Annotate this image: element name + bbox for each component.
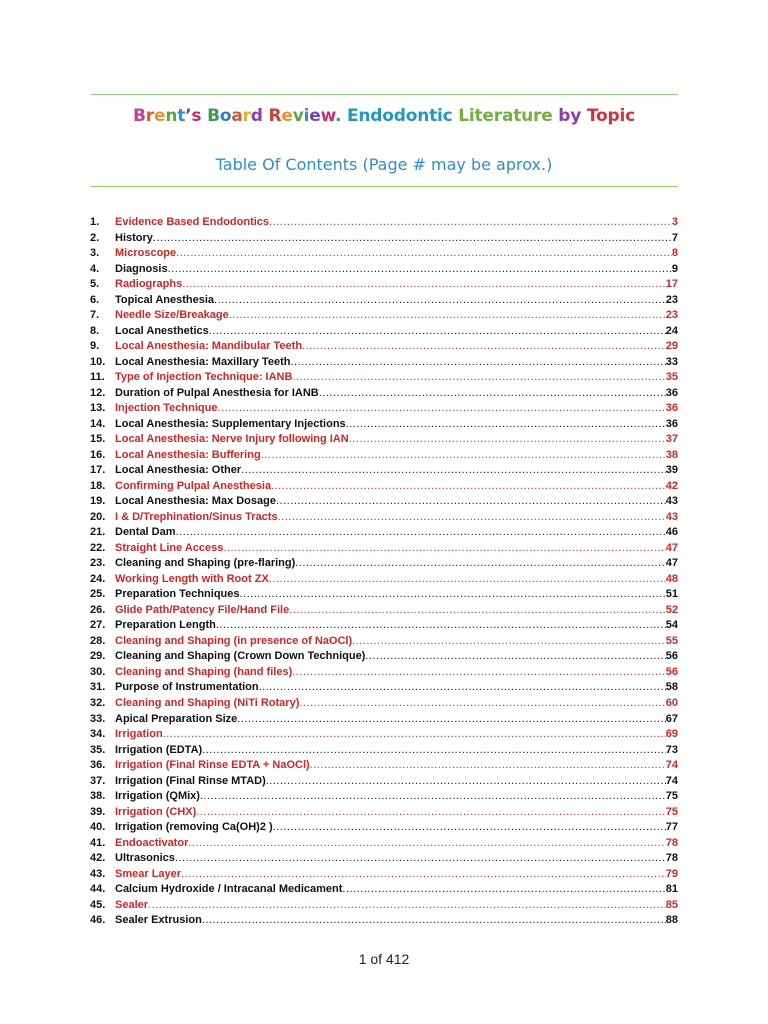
toc-leader-dots — [168, 262, 672, 278]
toc-leader-dots — [292, 370, 665, 386]
title-segment: a — [231, 106, 243, 126]
toc-entry[interactable] — [90, 696, 678, 712]
toc-entry-title: Irrigation (Final Rinse MTAD) — [115, 774, 266, 787]
toc-entry[interactable] — [90, 448, 678, 464]
toc-entry[interactable] — [90, 339, 678, 355]
title-segment: i — [303, 106, 310, 126]
toc-entry-number: 25. — [90, 588, 106, 601]
toc-entry-title: Calcium Hydroxide / Intracanal Medicament — [115, 883, 343, 896]
toc-leader-dots — [202, 913, 666, 929]
toc-leader-dots — [269, 572, 666, 588]
toc-entry-title: Cleaning and Shaping (NiTi Rotary) — [115, 696, 300, 709]
toc-entry-page: 36 — [665, 402, 678, 415]
toc-entry-number: 43. — [90, 867, 106, 880]
toc-leader-dots — [271, 479, 666, 495]
toc-entry-title: Local Anesthesia: Mandibular Teeth — [115, 340, 303, 353]
toc-entry-number: 1. — [90, 216, 100, 228]
toc-entry[interactable] — [90, 867, 678, 883]
title-segment: ’ — [185, 106, 192, 126]
toc-leader-dots — [237, 712, 665, 728]
toc-entry-page: 78 — [665, 836, 678, 849]
toc-entry[interactable] — [90, 649, 678, 665]
toc-leader-dots — [240, 587, 666, 603]
toc-leader-dots — [188, 836, 665, 852]
toc-entry-title: Injection Technique — [115, 402, 218, 415]
toc-entry[interactable] — [90, 805, 678, 821]
toc-entry-page: 56 — [665, 665, 678, 678]
toc-leader-dots — [276, 494, 666, 510]
toc-entry-number: 37. — [90, 774, 106, 787]
toc-entry-page: 51 — [665, 588, 678, 601]
toc-entry[interactable] — [90, 262, 678, 278]
toc-entry-title: I & D/Trephination/Sinus Tracts — [115, 510, 278, 523]
toc-entry-title: Apical Preparation Size — [115, 712, 238, 725]
toc-entry-page: 47 — [665, 557, 678, 570]
toc-entry[interactable] — [90, 417, 678, 433]
toc-entry-title: Preparation Techniques — [115, 588, 240, 601]
toc-entry-number: 7. — [90, 309, 100, 322]
toc-entry-number: 45. — [90, 898, 106, 911]
toc-entry-number: 6. — [90, 293, 100, 306]
toc-entry-number: 3. — [90, 247, 100, 260]
toc-entry-title: Evidence Based Endodontics — [115, 216, 270, 228]
toc-entry-page: 33 — [665, 355, 678, 368]
title-segment: B — [207, 106, 220, 126]
toc-entry-number: 27. — [90, 619, 106, 632]
title-segment: r — [242, 106, 251, 126]
title-segment: by — [558, 106, 587, 126]
toc-entry[interactable] — [90, 727, 678, 743]
toc-entry[interactable] — [90, 479, 678, 495]
toc-entry-title: Local Anesthesia: Other — [115, 464, 242, 477]
toc-entry-title: Preparation Length — [115, 619, 216, 632]
toc-entry-title: Local Anesthesia: Max Dosage — [115, 495, 276, 508]
toc-entry-page: 23 — [665, 309, 678, 322]
toc-entry[interactable] — [90, 432, 678, 448]
toc-leader-dots — [273, 820, 666, 836]
toc-leader-dots — [148, 898, 666, 914]
toc-entry-title: Cleaning and Shaping (in presence of NaOCl) — [115, 634, 353, 647]
title-segment: . — [335, 106, 347, 126]
toc-leader-dots — [196, 805, 665, 821]
toc-entry[interactable] — [90, 634, 678, 650]
toc-entry-page: 38 — [665, 448, 678, 461]
toc-entry-number: 21. — [90, 526, 106, 539]
toc-entry-page: 43 — [665, 510, 678, 523]
toc-entry[interactable] — [90, 308, 678, 324]
toc-entry-title: Irrigation (removing Ca(OH)2 ) — [115, 821, 273, 834]
toc-entry[interactable] — [90, 215, 678, 231]
toc-entry-page: 60 — [665, 696, 678, 709]
toc-leader-dots — [365, 649, 665, 665]
toc-leader-dots — [269, 215, 672, 231]
toc-entry-page: 24 — [665, 324, 678, 337]
toc-entry-number: 34. — [90, 728, 106, 741]
toc-leader-dots — [342, 882, 665, 898]
toc-entry-number: 38. — [90, 790, 106, 803]
toc-entry-title: Endoactivator — [115, 836, 189, 849]
toc-entry-title: Irrigation (CHX) — [115, 805, 197, 818]
title-segment: R — [268, 106, 282, 126]
toc-entry-title: Sealer Extrusion — [115, 914, 202, 927]
toc-entry-number: 24. — [90, 572, 106, 585]
toc-entry-page: 36 — [665, 417, 678, 430]
toc-entry[interactable] — [90, 603, 678, 619]
toc-entry[interactable] — [90, 246, 678, 262]
toc-entry-page: 29 — [665, 340, 678, 353]
toc-entry-number: 40. — [90, 821, 106, 834]
title-segment: e — [281, 106, 293, 126]
toc-entry-page: 3 — [671, 216, 678, 228]
toc-entry-number: 8. — [90, 324, 100, 337]
toc-entry[interactable] — [90, 898, 678, 914]
toc-leader-dots — [200, 789, 666, 805]
toc-entry-number: 44. — [90, 883, 106, 896]
toc-leader-dots — [259, 680, 666, 696]
toc-leader-dots — [176, 246, 672, 262]
toc-entry-number: 23. — [90, 557, 106, 570]
toc-entry[interactable] — [90, 712, 678, 728]
title-segment: w — [320, 106, 335, 126]
toc-entry-page: 88 — [665, 914, 678, 927]
toc-entry[interactable] — [90, 463, 678, 479]
toc-entry-page: 73 — [665, 743, 678, 756]
toc-entry-title: Irrigation (QMix) — [115, 790, 200, 803]
toc-entry-page: 56 — [665, 650, 678, 663]
toc-leader-dots — [278, 510, 666, 526]
toc-entry-page: 7 — [671, 231, 678, 244]
toc-entry-number: 39. — [90, 805, 106, 818]
toc-entry-title: Local Anesthesia: Supplementary Injections — [115, 417, 346, 430]
toc-entry-title: Irrigation (EDTA) — [115, 743, 203, 756]
toc-entry-number: 16. — [90, 448, 106, 461]
toc-entry-page: 78 — [665, 852, 678, 865]
toc-leader-dots — [202, 743, 666, 759]
toc-entry[interactable] — [90, 820, 678, 836]
toc-entry[interactable] — [90, 324, 678, 340]
toc-entry-number: 35. — [90, 743, 106, 756]
toc-entry[interactable] — [90, 556, 678, 572]
toc-leader-dots — [176, 525, 666, 541]
title-segment: e — [153, 106, 166, 126]
toc-entry[interactable] — [90, 789, 678, 805]
toc-leader-dots — [352, 634, 666, 650]
toc-entry-page: 81 — [665, 883, 678, 896]
toc-entry-page: 36 — [665, 386, 678, 399]
toc-entry-page: 8 — [671, 247, 678, 260]
toc-entry-number: 36. — [90, 759, 106, 772]
toc-entry-title: Cleaning and Shaping (pre-flaring) — [115, 557, 296, 570]
toc-entry[interactable] — [90, 293, 678, 309]
toc-entry[interactable] — [90, 370, 678, 386]
toc-entry-number: 31. — [90, 681, 106, 694]
toc-leader-dots — [289, 603, 666, 619]
toc-entry-page: 17 — [665, 278, 678, 291]
toc-entry-title: Smear Layer — [115, 867, 182, 880]
toc-leader-dots — [241, 463, 666, 479]
toc-leader-dots — [182, 277, 666, 293]
toc-entry-title: Glide Path/Patency File/Hand File — [115, 603, 290, 616]
toc-entry-title: Local Anesthesia: Nerve Injury following IAN — [115, 433, 349, 446]
toc-entry-title: Local Anesthetics — [115, 324, 209, 337]
title-segment: s — [191, 106, 208, 126]
toc-entry-number: 15. — [90, 433, 106, 446]
toc-entry-number: 29. — [90, 650, 106, 663]
document-subtitle: Table Of Contents (Page # may be aprox.) — [215, 155, 553, 174]
toc-entry-page: 74 — [665, 759, 678, 772]
toc-entry-page: 37 — [665, 433, 678, 446]
toc-leader-dots — [346, 417, 666, 433]
toc-entry-number: 22. — [90, 541, 106, 554]
toc-leader-dots — [290, 355, 665, 371]
toc-entry-number: 26. — [90, 603, 106, 616]
toc-entry-page: 9 — [671, 262, 678, 275]
toc-entry-number: 30. — [90, 665, 106, 678]
toc-entry-page: 75 — [665, 790, 678, 803]
toc-entry-number: 13. — [90, 402, 106, 415]
toc-entry-number: 12. — [90, 386, 106, 399]
toc-entry-title: Local Anesthesia: Buffering — [115, 448, 261, 461]
toc-entry[interactable] — [90, 572, 678, 588]
toc-entry-number: 28. — [90, 634, 106, 647]
toc-entry-page: 69 — [665, 728, 678, 741]
toc-entry-title: Sealer — [115, 898, 149, 911]
toc-entry[interactable] — [90, 618, 678, 634]
toc-entry-page: 74 — [665, 774, 678, 787]
toc-entry-number: 42. — [90, 852, 106, 865]
toc-entry-title: Confirming Pulpal Anesthesia — [115, 479, 272, 492]
table-of-contents — [90, 215, 678, 929]
toc-entry-number: 41. — [90, 836, 106, 849]
toc-leader-dots — [261, 448, 666, 464]
title-segment: d — [250, 106, 269, 126]
toc-entry-number: 11. — [90, 371, 105, 384]
toc-entry-page: 43 — [665, 495, 678, 508]
toc-leader-dots — [216, 618, 666, 634]
toc-leader-dots — [217, 401, 665, 417]
toc-entry-title: Topical Anesthesia — [115, 293, 215, 306]
toc-entry-title: Microscope — [115, 247, 177, 260]
toc-leader-dots — [349, 432, 666, 448]
toc-entry[interactable] — [90, 665, 678, 681]
toc-entry[interactable] — [90, 587, 678, 603]
toc-leader-dots — [266, 774, 666, 790]
toc-entry-number: 46. — [90, 914, 106, 927]
toc-leader-dots — [310, 758, 666, 774]
toc-leader-dots — [209, 324, 666, 340]
toc-entry-title: Cleaning and Shaping (Crown Down Technique) — [115, 650, 366, 663]
toc-entry[interactable] — [90, 277, 678, 293]
toc-entry-title: History — [115, 231, 153, 244]
toc-entry-title: Irrigation (Final Rinse EDTA + NaOCl) — [115, 759, 310, 772]
toc-entry-page: 52 — [665, 603, 678, 616]
toc-entry-number: 32. — [90, 696, 106, 709]
toc-leader-dots — [295, 556, 665, 572]
toc-entry-title: Working Length with Root ZX — [115, 572, 269, 585]
toc-leader-dots — [223, 541, 665, 557]
toc-entry-number: 10. — [90, 355, 106, 368]
toc-entry-page: 55 — [665, 634, 678, 647]
top-divider — [91, 94, 678, 95]
toc-entry-number: 20. — [90, 510, 106, 523]
toc-entry-title: Cleaning and Shaping (hand files) — [115, 665, 293, 678]
toc-entry-title: Diagnosis — [115, 262, 168, 275]
toc-entry[interactable] — [90, 680, 678, 696]
toc-entry-title: Needle Size/Breakage — [115, 309, 229, 322]
toc-entry-page: 46 — [665, 526, 678, 539]
toc-entry-number: 33. — [90, 712, 106, 725]
title-segment: o — [219, 106, 232, 126]
toc-entry-page: 35 — [665, 371, 678, 384]
toc-entry[interactable] — [90, 494, 678, 510]
toc-entry[interactable] — [90, 386, 678, 402]
toc-entry-page: 75 — [665, 805, 678, 818]
toc-entry[interactable] — [90, 355, 678, 371]
toc-entry-title: Purpose of Instrumentation — [115, 681, 259, 694]
toc-entry-title: Type of Injection Technique: IANB — [115, 371, 293, 384]
toc-entry-number: 2. — [90, 231, 100, 244]
toc-entry[interactable] — [90, 913, 678, 929]
toc-entry-title: Dental Dam — [115, 526, 176, 539]
toc-leader-dots — [175, 851, 666, 867]
toc-leader-dots — [163, 727, 666, 743]
toc-leader-dots — [229, 308, 666, 324]
toc-entry-number: 18. — [90, 479, 106, 492]
title-segment: t — [177, 106, 186, 126]
toc-entry-number: 5. — [90, 278, 100, 291]
document-title — [0, 106, 768, 126]
toc-entry-page: 77 — [665, 821, 678, 834]
toc-entry-title: Straight Line Access — [115, 541, 224, 554]
toc-entry-page: 23 — [665, 293, 678, 306]
title-segment: e — [309, 106, 321, 126]
title-segment: v — [292, 106, 304, 126]
toc-leader-dots — [292, 665, 666, 681]
toc-entry[interactable] — [90, 510, 678, 526]
toc-entry-page: 79 — [665, 867, 678, 880]
toc-leader-dots — [299, 696, 665, 712]
toc-entry-title: Irrigation — [115, 728, 163, 741]
title-segment: r — [145, 106, 154, 126]
toc-leader-dots — [214, 293, 666, 309]
title-segment: Literature — [458, 106, 559, 126]
toc-entry-number: 14. — [90, 417, 106, 430]
title-segment: Topic — [586, 106, 635, 126]
toc-entry-number: 17. — [90, 464, 106, 477]
toc-entry[interactable] — [90, 525, 678, 541]
title-segment: Endodontic — [346, 106, 459, 126]
toc-entry-page: 67 — [665, 712, 678, 725]
toc-entry-number: 9. — [90, 340, 100, 353]
toc-entry-page: 47 — [665, 541, 678, 554]
toc-entry-page: 48 — [665, 572, 678, 585]
toc-entry[interactable] — [90, 774, 678, 790]
toc-entry[interactable] — [90, 541, 678, 557]
toc-entry-number: 4. — [90, 262, 100, 275]
toc-entry-page: 58 — [665, 681, 678, 694]
toc-entry[interactable] — [90, 851, 678, 867]
toc-entry[interactable] — [90, 882, 678, 898]
toc-leader-dots — [153, 231, 672, 247]
toc-entry-page: 54 — [665, 619, 678, 632]
toc-entry-page: 85 — [665, 898, 678, 911]
bottom-divider — [91, 186, 678, 187]
toc-leader-dots — [302, 339, 666, 355]
toc-entry[interactable] — [90, 743, 678, 759]
toc-entry-title: Duration of Pulpal Anesthesia for IANB — [115, 386, 319, 399]
toc-entry[interactable] — [90, 758, 678, 774]
toc-entry-title: Radiographs — [115, 278, 183, 291]
toc-leader-dots — [319, 386, 666, 402]
title-segment: B — [133, 106, 146, 126]
toc-leader-dots — [181, 867, 666, 883]
toc-entry[interactable] — [90, 836, 678, 852]
toc-entry-page: 42 — [665, 479, 678, 492]
toc-entry-title: Local Anesthesia: Maxillary Teeth — [115, 355, 291, 368]
toc-entry-page: 39 — [665, 464, 678, 477]
toc-entry-title: Ultrasonics — [115, 852, 175, 865]
toc-entry[interactable] — [90, 401, 678, 417]
page-indicator: 1 of 412 — [358, 951, 410, 967]
toc-entry[interactable] — [90, 231, 678, 247]
title-segment: n — [165, 106, 178, 126]
toc-entry-number: 19. — [90, 495, 106, 508]
